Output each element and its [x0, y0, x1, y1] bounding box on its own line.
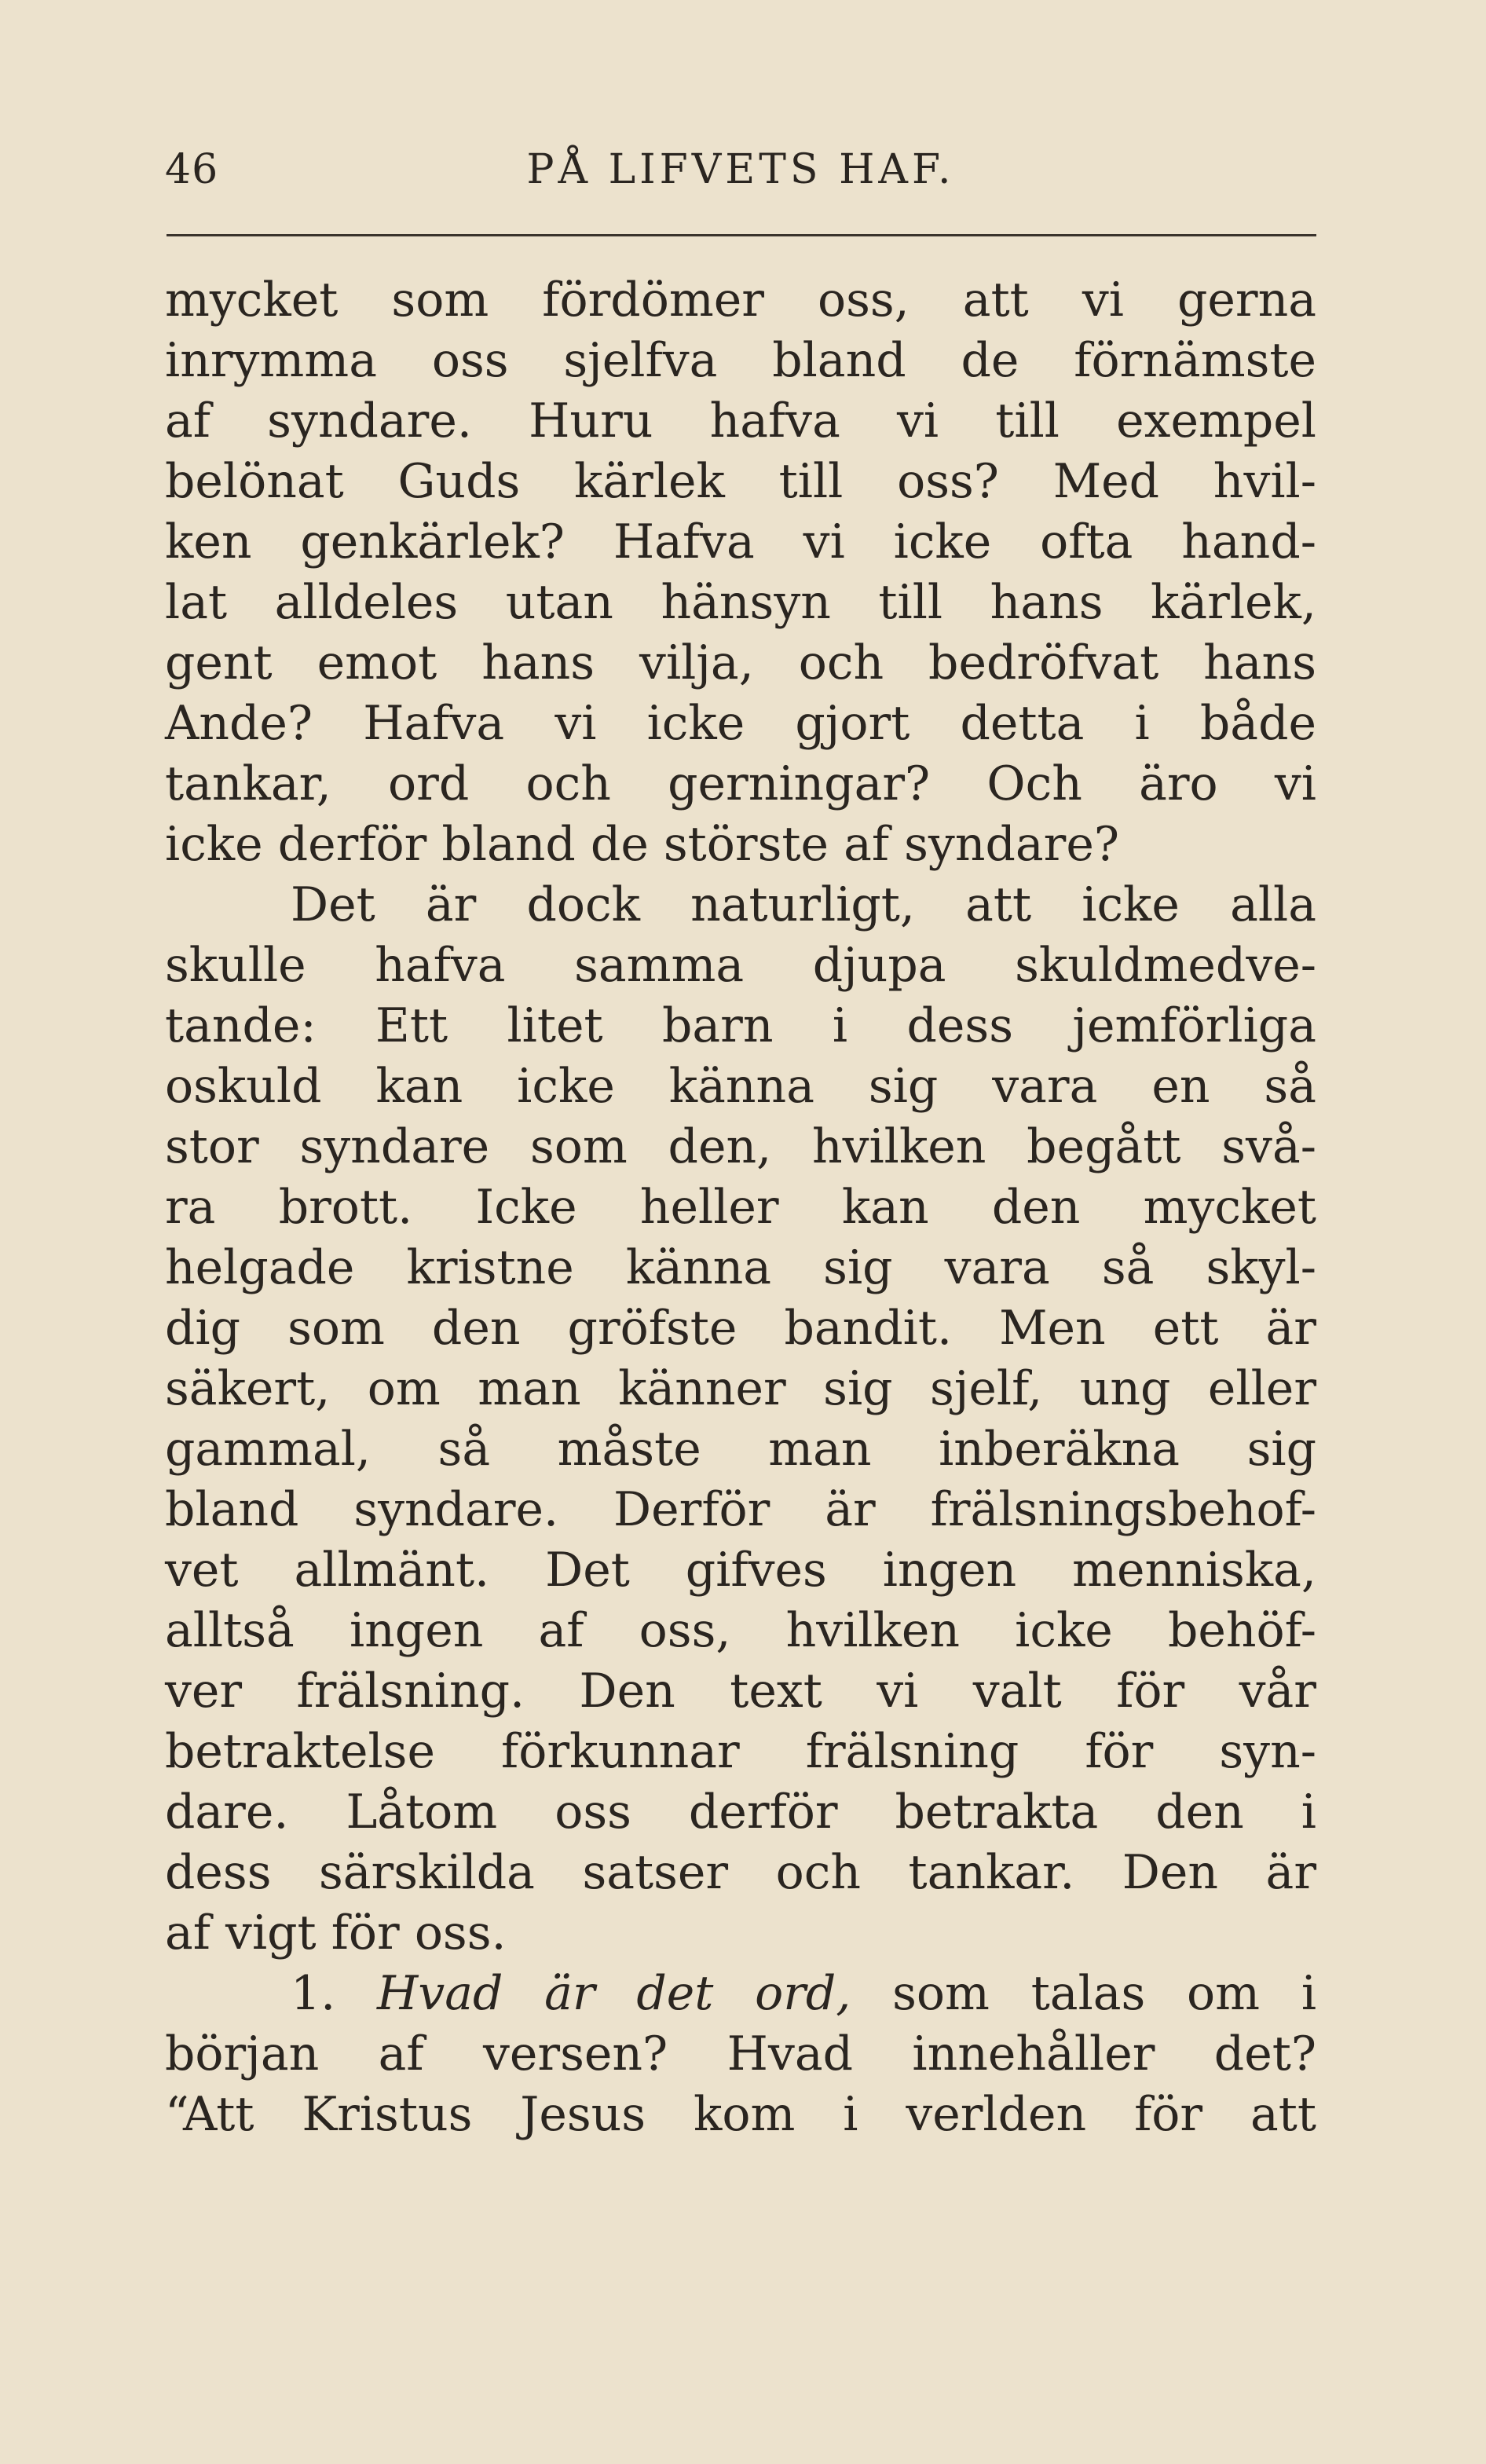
text-line: af syndare. Huru hafva vi till exempel — [165, 394, 1316, 448]
paragraph-start-line: Det är dock naturligt, att icke alla — [291, 877, 1316, 932]
text-line: tankar, ord och gerningar? Och äro vi — [165, 756, 1316, 811]
header-rule — [167, 234, 1316, 236]
section-line-rest: som talas om i — [892, 1966, 1317, 2021]
page-header — [165, 146, 1316, 209]
text-line: “Att Kristus Jesus kom i verlden för att — [165, 2087, 1316, 2142]
text-line: ver frälsning. Den text vi valt för vår — [165, 1664, 1316, 1719]
text-line: ra brott. Icke heller kan den mycket — [165, 1180, 1316, 1235]
text-line: dare. Låtom oss derför betrakta den i — [165, 1785, 1316, 1840]
text-line: helgade kristne känna sig vara så skyl- — [165, 1240, 1316, 1295]
text-line: skulle hafva samma djupa skuldmedve- — [165, 938, 1316, 993]
text-line: säkert, om man känner sig sjelf, ung eller — [165, 1361, 1316, 1416]
page-number: 46 — [165, 146, 219, 193]
text-line: alltså ingen af oss, hvilken icke behöf- — [165, 1603, 1316, 1658]
text-line: belönat Guds kärlek till oss? Med hvil- — [165, 454, 1316, 509]
text-line: dess särskilda satser och tankar. Den är — [165, 1845, 1316, 1900]
section-question: Hvad är det ord, — [377, 1966, 851, 2021]
body-text — [165, 270, 1316, 2145]
text-line: början af versen? Hvad innehåller det? — [165, 2026, 1316, 2081]
text-line: stor syndare som den, hvilken begått svå- — [165, 1119, 1316, 1174]
running-title: PÅ LIFVETS HAF. — [526, 146, 955, 193]
text-line: icke derför bland de störste af syndare? — [165, 817, 1119, 872]
text-line: lat alldeles utan hänsyn till hans kärlek, — [165, 575, 1316, 630]
text-line: bland syndare. Derför är frälsningsbehof- — [165, 1482, 1316, 1537]
text-line: oskuld kan icke känna sig vara en så — [165, 1059, 1316, 1114]
text-line: dig som den gröfste bandit. Men ett är — [165, 1301, 1316, 1356]
text-line: inrymma oss sjelfva bland de förnämste — [165, 333, 1316, 388]
text-line: gent emot hans vilja, och bedröfvat hans — [165, 635, 1316, 690]
text-line: betraktelse förkunnar frälsning för syn- — [165, 1724, 1316, 1779]
text-line: vet allmänt. Det gifves ingen menniska, — [165, 1543, 1316, 1598]
text-line: tande: Ett litet barn i dess jemförliga — [165, 998, 1316, 1053]
section-heading-line — [165, 1964, 1316, 2024]
text-line: ken genkärlek? Hafva vi icke ofta hand- — [165, 514, 1316, 569]
text-line: gammal, så måste man inberäkna sig — [165, 1422, 1316, 1477]
text-line: mycket som fördömer oss, att vi gerna — [165, 273, 1316, 328]
text-line: af vigt för oss. — [165, 1906, 507, 1961]
text-line: Ande? Hafva vi icke gjort detta i både — [165, 696, 1316, 751]
section-number: 1. — [291, 1966, 336, 2021]
